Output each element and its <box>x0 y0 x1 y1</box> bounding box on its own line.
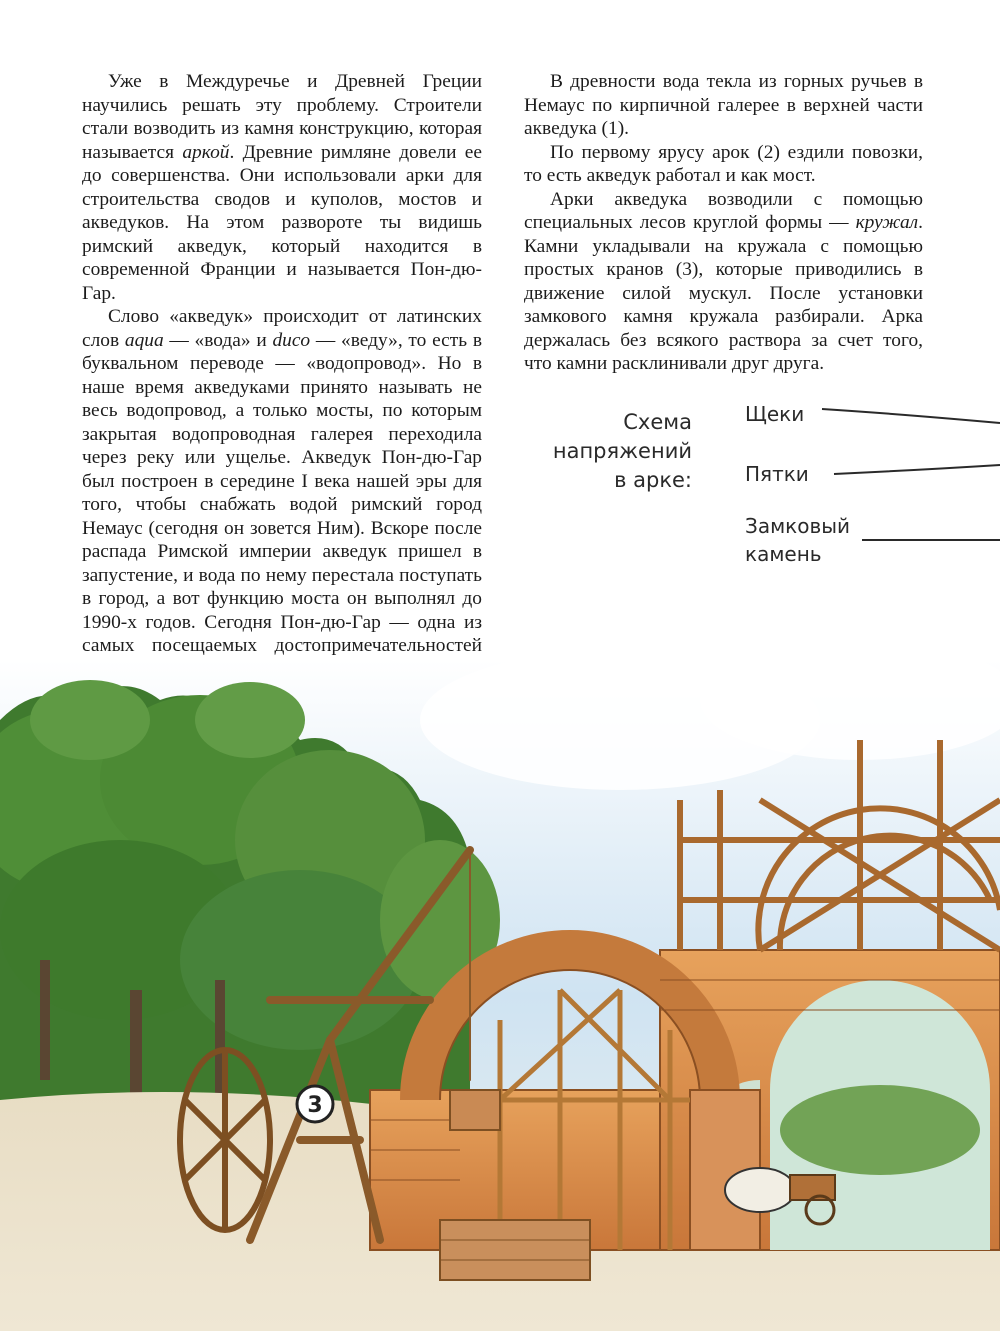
scheme-leader-lines <box>0 0 1000 600</box>
label-shcheki: Щеки <box>745 402 805 426</box>
right-paragraph-1: В древности вода текла из горных ручьев в Немаус по кирпичной галерее в верхней части акведука (1). <box>524 71 923 139</box>
crane-number-marker <box>297 1086 333 1122</box>
aqueduct-construction-illustration <box>0 660 1000 1331</box>
left-paragraph-1: Уже в Междуречье и Древней Греции научились решать эту проблему. Строители стали возводить из камня конструкцию, которая называется аркой. Древние римляне довели ее до совершенства. Они использовали арки для строительства сводов и куполов, мостов и акведуков. На этом развороте ты видишь римский акведук, который находится в современной Франции и называется Пон-дю-Гар. <box>82 71 482 304</box>
label-pyatki: Пятки <box>745 462 809 486</box>
arch-stress-scheme-title: Схема напряжений в арке: <box>552 410 692 492</box>
stone-pile <box>440 1220 590 1280</box>
label-keystone: Замковый камень <box>745 514 851 566</box>
leader-line-pyatki <box>834 465 1000 474</box>
right-paragraph-2: По первому ярусу арок (2) ездили повозки, то есть акведук работал и как мост. <box>524 141 923 186</box>
crane-number-label: 3 <box>307 1093 323 1118</box>
leader-line-shcheki <box>822 409 1000 423</box>
left-paragraph-2: Слово «акведук» происходит от латинских слов aqua — «вода» и duco — «веду», то есть в буквальном переводе — «водопровод». Но в наше время акведуками принято называть не весь водопровод, а только мосты, по которым закрытая водопроводная галерея переходила через реку или ущелье. Акведук Пон-дю-Гар был построен в середине I века нашей эры для того, чтобы снабжать водой римский город Немаус (сегодня он зовется Ним). Вскоре после распада Римской империи акведук пришел в запустение, и вода по нему перестала поступать в город, а вот функцию моста он выполнял до 1990-х годов. Сегодня Пон-дю-Гар — одна из самых посещаемых достопримечательностей <box>82 306 483 656</box>
right-paragraph-3: Арки акведука возводили с помощью специальных лесов круглой формы — кружал. Камни укладывали на кружала с помощью простых кранов (3), которые приводились в движение силой мускул. После установки замкового камня кружала разбирали. Арка держалась без всякого раствора за счет того, что камни расклинивали друг друга. <box>524 188 923 374</box>
lifted-stone-block <box>450 1090 500 1130</box>
